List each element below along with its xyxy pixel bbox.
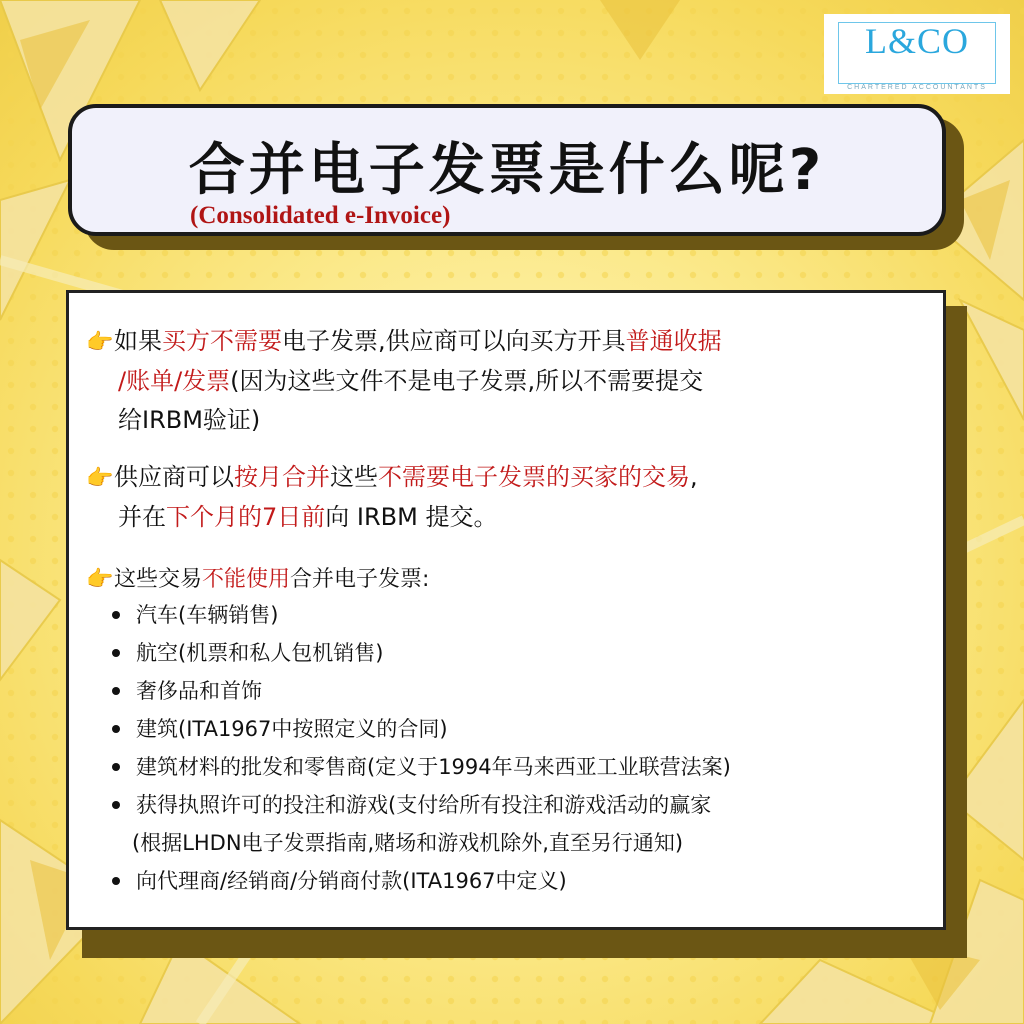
list-item [110, 862, 940, 900]
p1-highlight-2: 普通收据 [625, 327, 722, 355]
bullet-dot-icon [112, 877, 120, 885]
p1-text-2: 电子发票,供应商可以向买方开具 [282, 327, 626, 355]
bullet-dot-icon [112, 725, 120, 733]
p2-text-1: 供应商可以 [114, 463, 234, 491]
bullet-dot-icon [112, 801, 120, 809]
list-item [110, 786, 940, 862]
bullet-dot-icon [112, 763, 120, 771]
page-title: 合并电子发票是什么呢? [188, 138, 826, 203]
list-item [110, 710, 940, 748]
p2-highlight-2: 不需要电子发票的买家的交易 [378, 463, 690, 491]
list-item-text: 奢侈品和首饰 [136, 679, 262, 703]
list-item-text: 向代理商/经销商/分销商付款(ITA1967中定义) [136, 869, 567, 893]
list-item-continuation: (根据LHDN电子发票指南,赌场和游戏机除外,直至另行通知) [132, 831, 684, 855]
list-item-text: 获得执照许可的投注和游戏(支付给所有投注和游戏活动的赢家 [136, 793, 712, 817]
list-item-text: 汽车(车辆销售) [136, 603, 279, 627]
p1-text-3: (因为这些文件不是电子发票,所以不需要提交 [230, 367, 704, 395]
bullet-dot-icon [112, 649, 120, 657]
p2-highlight-3: 下个月的7日前 [166, 503, 326, 531]
p2-text-2: 这些 [330, 463, 378, 491]
p1-highlight-3: /账单/发票 [118, 367, 231, 395]
paragraph-monthly-consolidation [86, 458, 936, 537]
list-item-text: 航空(机票和私人包机销售) [136, 641, 384, 665]
logo-tagline: CHARTERED ACCOUNTANTS [847, 84, 987, 91]
p3-text-2: 合并电子发票: [290, 567, 430, 592]
excluded-industries-list [110, 596, 940, 900]
title-banner [68, 104, 946, 236]
p3-highlight-1: 不能使用 [202, 567, 291, 592]
pointing-hand-icon: 👉 [86, 330, 114, 355]
paragraph-buyer-not-required [86, 322, 936, 440]
page-subtitle: (Consolidated e-Invoice) [190, 202, 451, 229]
p2-highlight-1: 按月合并 [234, 463, 330, 491]
list-item [110, 672, 940, 710]
p1-highlight-1: 买方不需要 [162, 327, 282, 355]
list-item [110, 596, 940, 634]
list-item-text: 建筑材料的批发和零售商(定义于1994年马来西亚工业联营法案) [136, 755, 731, 779]
logo-wordmark: L&CO [864, 21, 969, 61]
p2-text-4: 并在 [118, 503, 166, 531]
bullet-dot-icon [112, 687, 120, 695]
pointing-hand-icon: 👉 [86, 466, 114, 491]
list-item-text: 建筑(ITA1967中按照定义的合同) [136, 717, 448, 741]
p3-text-1: 这些交易 [114, 567, 203, 592]
list-item [110, 748, 940, 786]
p2-text-5: 向 IRBM 提交。 [325, 503, 498, 531]
p1-text-4: 给IRBM验证) [118, 406, 261, 434]
list-item [110, 634, 940, 672]
paragraph-excluded-transactions [86, 560, 936, 599]
p1-text-1: 如果 [114, 327, 162, 355]
bullet-dot-icon [112, 611, 120, 619]
company-logo [824, 14, 1010, 94]
p2-text-3: , [690, 463, 698, 491]
pointing-hand-icon: 👉 [86, 567, 114, 592]
